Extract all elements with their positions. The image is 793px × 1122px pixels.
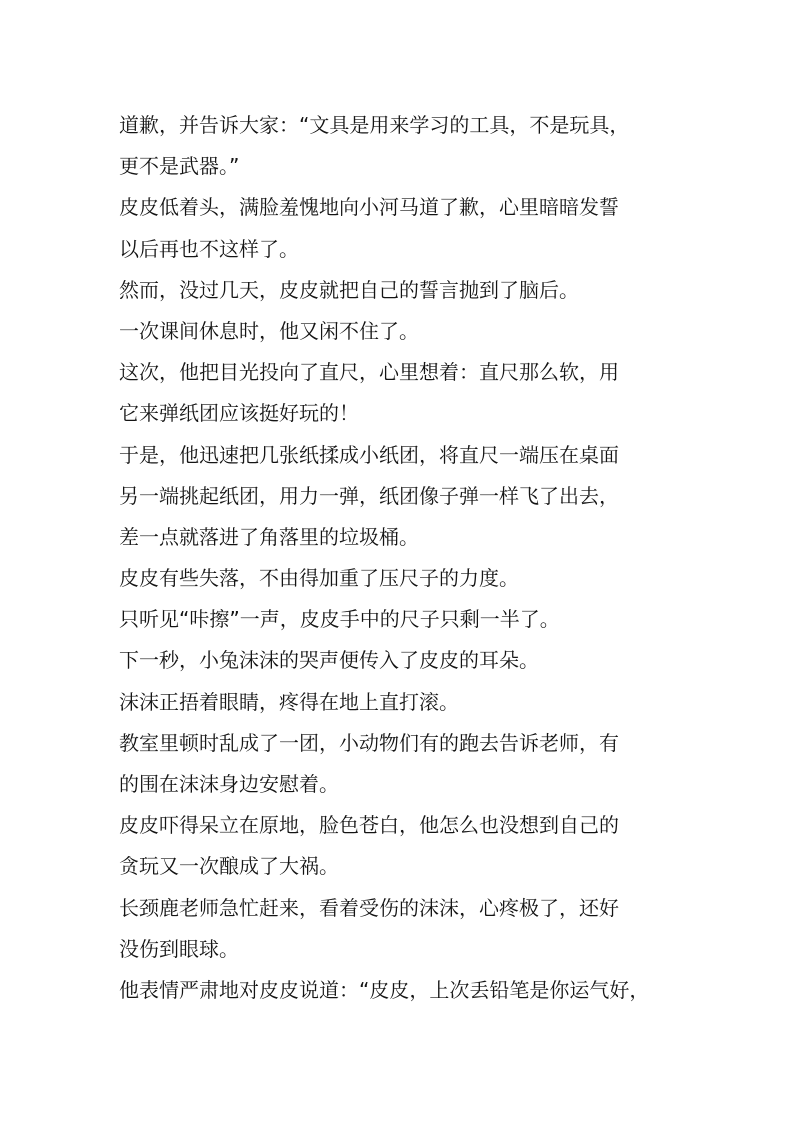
text-line: 道歉，并告诉大家：“文具是用来学习的工具，不是玩具， — [119, 113, 630, 137]
text-line: 贪玩又一次酿成了大祸。 — [119, 854, 339, 879]
text-line: 这次，他把目光投向了直尺，心里想着：直尺那么软，用 — [119, 360, 619, 385]
text-line: 的围在沫沫身边安慰着。 — [119, 772, 339, 796]
text-line: 只听见“咔擦”一声，皮皮手中的尺子只剩一半了。 — [119, 607, 560, 632]
story-text — [119, 105, 699, 1011]
text-line: 以后再也不这样了。 — [119, 236, 299, 261]
text-line: 教室里顿时乱成了一团，小动物们有的跑去告诉老师，有 — [119, 730, 619, 755]
text-line: 下一秒，小兔沫沫的哭声便传入了皮皮的耳朵。 — [119, 648, 539, 673]
text-line: 更不是武器。” — [119, 154, 240, 179]
text-line: 皮皮有些失落，不由得加重了压尺子的力度。 — [119, 566, 519, 591]
text-line: 他表情严肃地对皮皮说道：“皮皮，上次丢铅笔是你运气好， — [119, 977, 650, 1002]
text-line: 一次课间休息时，他又闲不住了。 — [119, 318, 419, 343]
text-line: 皮皮吓得呆立在原地，脸色苍白，他怎么也没想到自己的 — [119, 813, 619, 838]
text-line: 长颈鹿老师急忙赶来，看着受伤的沫沫，心疼极了，还好 — [119, 895, 619, 920]
text-line: 差一点就落进了角落里的垃圾桶。 — [119, 524, 419, 549]
text-line: 另一端挑起纸团，用力一弹，纸团像子弹一样飞了出去， — [119, 483, 619, 508]
text-line: 它来弹纸团应该挺好玩的！ — [119, 401, 359, 426]
text-line: 于是，他迅速把几张纸揉成小纸团，将直尺一端压在桌面 — [119, 442, 619, 467]
text-line: 然而，没过几天，皮皮就把自己的誓言抛到了脑后。 — [119, 277, 579, 302]
text-line: 没伤到眼球。 — [119, 936, 239, 961]
text-line: 沫沫正捂着眼睛，疼得在地上直打滚。 — [119, 689, 459, 714]
text-line: 皮皮低着头，满脸羞愧地向小河马道了歉，心里暗暗发誓 — [119, 195, 619, 220]
